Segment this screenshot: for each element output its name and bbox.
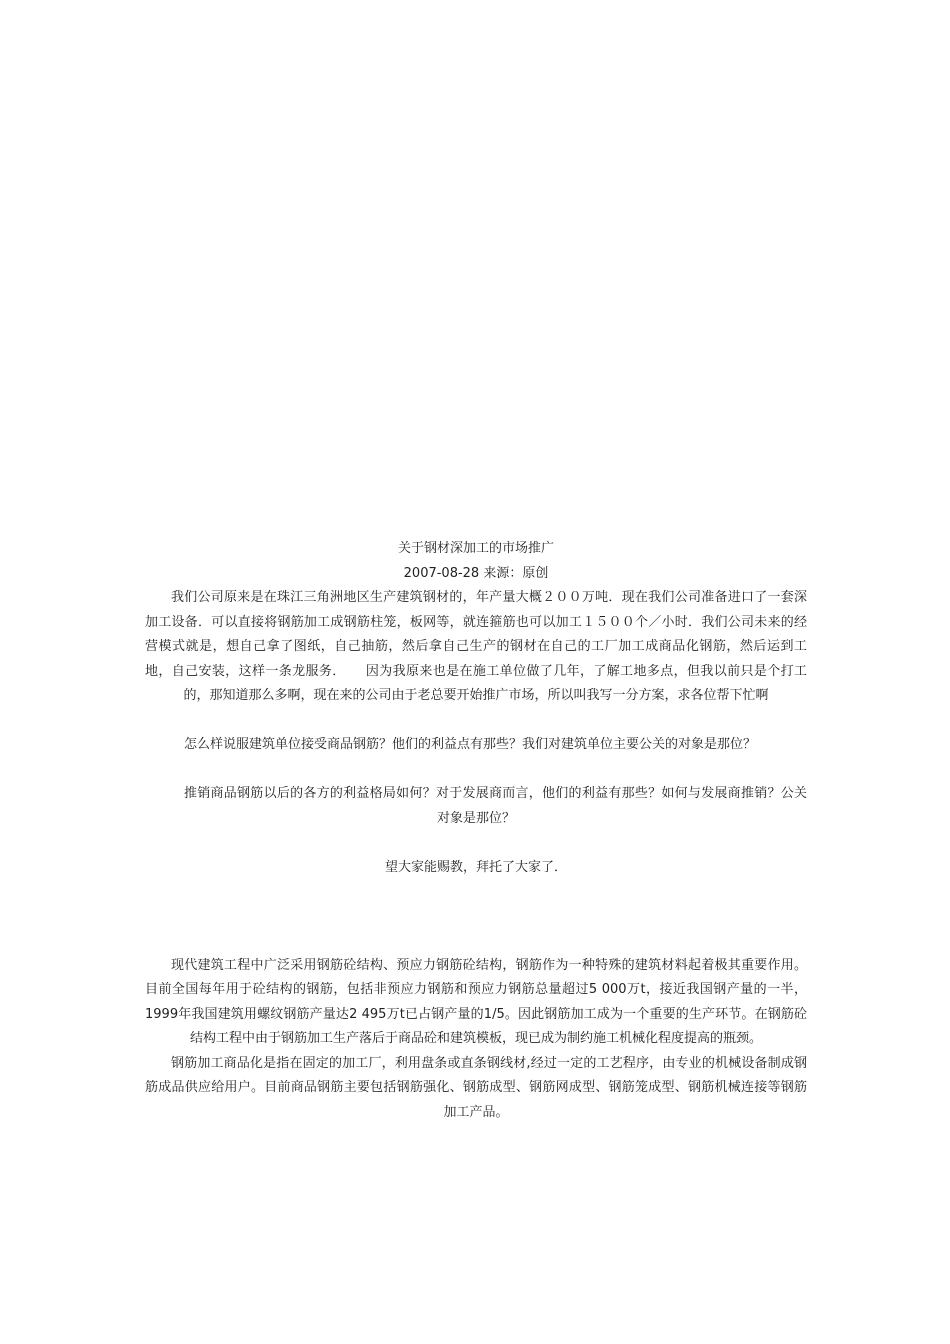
thanks-paragraph: 望大家能赐教，拜托了大家了． <box>384 859 567 875</box>
question-paragraph-2: 推销商品钢筋以后的各方的利益格局如何？对于发展商而言，他们的利益有那些？如何与发展商推销？公关对象是那位？ <box>184 786 807 826</box>
commercial-rebar-paragraph: 钢筋加工商品化是指在固定的加工厂，利用盘条或直条钢线材,经过一定的工艺程序，由专业的机械设备制成钢筋成品供应给用户。目前商品钢筋主要包括钢筋强化、钢筋成型、钢筋网成型、钢筋笼成型、钢筋机械连接等钢筋加工产品。 <box>145 1055 807 1120</box>
document-body <box>145 537 807 1125</box>
question-paragraph-1: 怎么样说服建筑单位接受商品钢筋？他们的利益点有那些？我们对建筑单位主要公关的对象是那位？ <box>184 737 757 752</box>
document-date-source: 2007-08-28 来源：原创 <box>403 565 549 581</box>
modern-construction-paragraph: 现代建筑工程中广泛采用钢筋砼结构、预应力钢筋砼结构，钢筋作为一种特殊的建筑材料起着极其重要作用。目前全国每年用于砼结构的钢筋，包括非预应力钢筋和预应力钢筋总量超过5 000万t，接近我国钢产量的一半，1999年我国建筑用螺纹钢筋产量达2 495万t已占钢产量的1/5。因此钢筋加工成为一个重要的生产环节。在钢筋砼结构工程中由于钢筋加工生产落后于商品砼和建筑模板，现已成为制约施工机械化程度提高的瓶颈。 <box>145 957 807 1046</box>
intro-paragraph: 我们公司原来是在珠江三角洲地区生产建筑钢材的，年产量大概２００万吨．现在我们公司准备进口了一套深加工设备．可以直接将钢筋加工成钢筋柱笼，板网等，就连箍筋也可以加工１５００个／小时．我们公司未来的经营模式就是，想自己拿了图纸，自己抽筋，然后拿自己生产的钢材在自己的工厂加工成商品化钢筋，然后运到工地，自己安装，这样一条龙服务． 因为我原来也是在施工单位做了几年，了解工地多点，但我以前只是个打工的，那知道那么多啊，现在来的公司由于老总要开始推广市场，所以叫我写一分方案，求各位帮下忙啊 <box>145 590 807 703</box>
document-title: 关于钢材深加工的市场推广 <box>397 541 554 556</box>
